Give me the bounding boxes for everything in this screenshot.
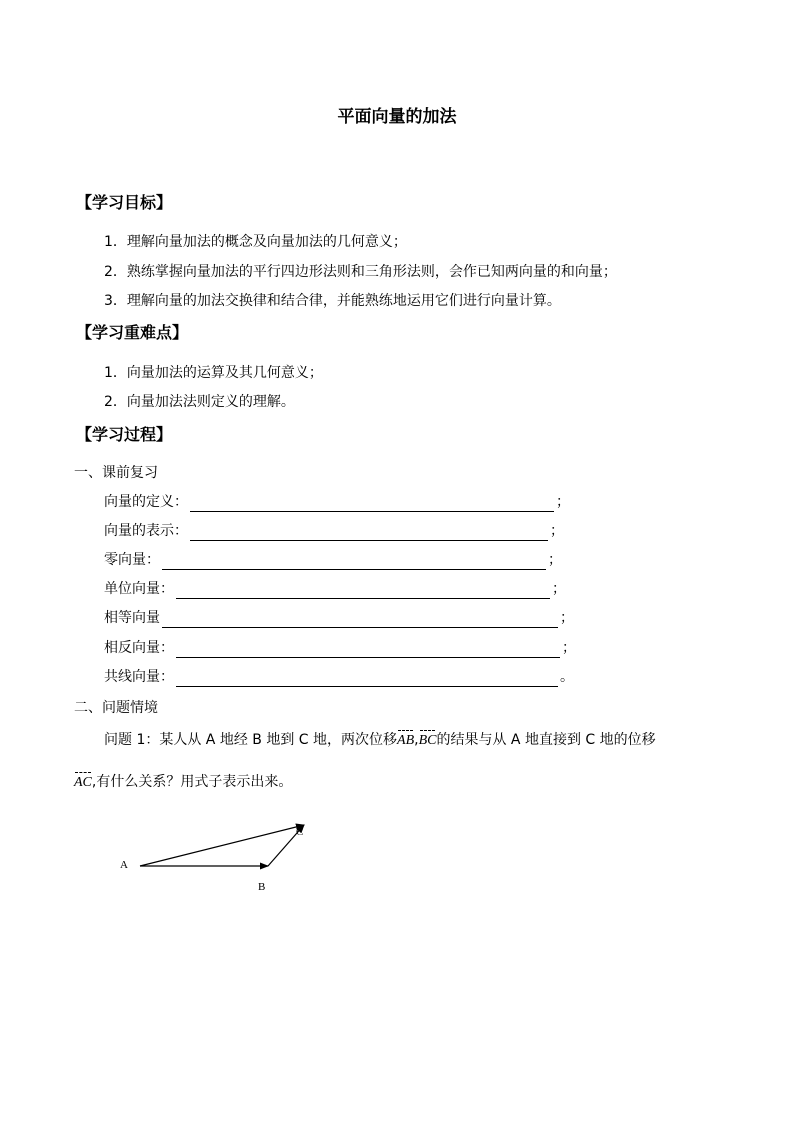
review-label: 相反向量： (104, 640, 174, 656)
key-point-item: 2．向量加法法则定义的理解。 (104, 394, 295, 410)
problem-mid: 的结果与从 A 地直接到 C 地的位移 (436, 732, 656, 748)
review-end: ； (556, 494, 570, 510)
answer-blank[interactable] (190, 526, 548, 541)
process-heading: 【学习过程】 (76, 425, 173, 444)
review-row-zero-vector (104, 548, 562, 570)
review-end: 。 (560, 669, 574, 685)
review-end: ； (562, 640, 576, 656)
problem-suffix: 有什么关系？用式子表示出来。 (96, 774, 293, 790)
scenario-heading: 二、问题情境 (74, 700, 158, 716)
vector-triangle-diagram (110, 815, 320, 895)
page-title: 平面向量的加法 (337, 107, 457, 127)
comma: , (91, 774, 97, 790)
vector-ac-arrow (140, 825, 304, 866)
answer-blank[interactable] (162, 613, 558, 628)
point-a-label: A (120, 859, 128, 871)
review-label: 向量的定义： (104, 494, 188, 510)
problem-line-2 (74, 772, 734, 793)
review-row-unit-vector (104, 577, 566, 599)
vector-ac: AC (74, 773, 92, 793)
objectives-heading: 【学习目标】 (76, 193, 173, 212)
objective-item: 2．熟练掌握向量加法的平行四边形法则和三角形法则，会作已知两向量的和向量； (104, 264, 617, 280)
problem-line-1 (104, 730, 744, 751)
review-label: 零向量： (104, 552, 160, 568)
objective-item: 3．理解向量的加法交换律和结合律，并能熟练地运用它们进行向量计算。 (104, 293, 561, 309)
vector-ab: AB (397, 731, 414, 751)
review-end: ； (560, 610, 574, 626)
point-b-label: B (258, 881, 266, 893)
comma: , (414, 732, 419, 748)
review-row-definition (104, 490, 570, 512)
review-label: 单位向量： (104, 581, 174, 597)
review-end: ； (548, 552, 562, 568)
review-end: ； (550, 523, 564, 539)
key-point-item: 1．向量加法的运算及其几何意义； (104, 365, 323, 381)
review-row-equal-vectors (104, 606, 574, 628)
review-label: 相等向量 (104, 610, 160, 626)
answer-blank[interactable] (162, 555, 546, 570)
answer-blank[interactable] (176, 584, 550, 599)
point-c-label: C (296, 826, 304, 838)
objective-item: 1．理解向量加法的概念及向量加法的几何意义； (104, 234, 407, 250)
review-end: ； (552, 581, 566, 597)
vector-bc: BC (419, 731, 437, 751)
answer-blank[interactable] (190, 497, 554, 512)
review-label: 共线向量： (104, 669, 174, 685)
key-points-heading: 【学习重难点】 (76, 323, 189, 342)
answer-blank[interactable] (176, 643, 560, 658)
problem-prefix: 问题 1：某人从 A 地经 B 地到 C 地，两次位移 (104, 732, 398, 748)
review-row-collinear-vectors (104, 665, 574, 687)
review-row-opposite-vectors (104, 636, 576, 658)
answer-blank[interactable] (176, 672, 558, 687)
review-row-representation (104, 519, 564, 541)
review-heading: 一、课前复习 (74, 465, 158, 481)
review-label: 向量的表示： (104, 523, 188, 539)
